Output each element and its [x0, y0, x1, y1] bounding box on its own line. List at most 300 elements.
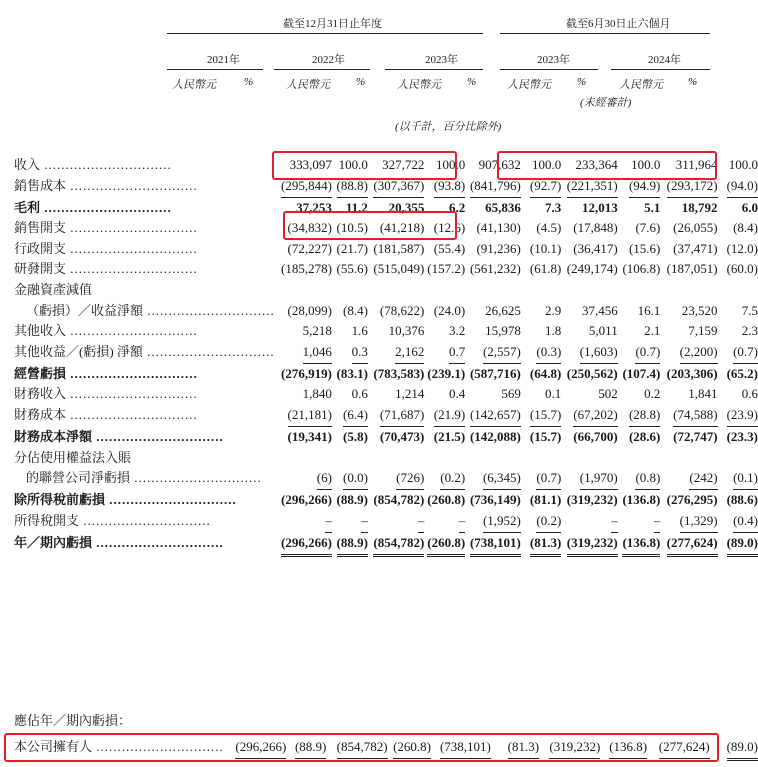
table-cell: (185,278) [281, 261, 332, 277]
leader-dots: .............................. [66, 177, 198, 193]
table-cell: (276,919) [281, 365, 332, 381]
table-cell: (0.4) [718, 511, 758, 533]
table-cell: (64.8) [529, 365, 562, 381]
table-cell: (0.0) [332, 468, 368, 490]
table-cell: (277,624) [647, 737, 710, 761]
table-cell: (28,099) [287, 302, 332, 318]
table-cell: (738,101) [465, 533, 521, 557]
table-cell: (6,345) [465, 468, 521, 490]
pct-2022: % [356, 76, 366, 88]
row-label-text: 銷售開支 [14, 220, 67, 236]
table-cell: (41,218) [379, 220, 425, 236]
table-cell [424, 280, 465, 301]
row-label [14, 239, 275, 260]
row-label [14, 218, 275, 239]
table-cell: (10.1) [529, 240, 562, 256]
table-row [14, 321, 758, 342]
table-cell: (250,562) [566, 365, 618, 381]
table-cell [368, 448, 424, 469]
table-cell: 0.7 [424, 342, 465, 364]
table-cell: (319,232) [561, 533, 617, 557]
row-label-text: 研發開支 [14, 261, 67, 277]
table-cell: (15.7) [529, 428, 562, 444]
table-cell: (0.3) [521, 342, 561, 364]
pct-2021: % [244, 76, 254, 88]
table-row [14, 301, 758, 322]
table-cell: 0.6 [351, 386, 368, 402]
table-cell: (15.6) [628, 240, 661, 256]
table-cell: (81.3) [521, 533, 561, 557]
table-cell: 1.8 [545, 323, 562, 339]
row-label-text: 經營虧損 [14, 365, 67, 381]
table-row [14, 448, 758, 469]
table-cell: (561,232) [469, 261, 521, 277]
table-cell: (515,049) [373, 261, 425, 277]
table-cell: (55.4) [433, 240, 466, 256]
table-cell: (5.8) [343, 428, 368, 444]
pct-2023-half: % [577, 76, 587, 88]
table-cell: (319,232) [566, 492, 618, 508]
row-label-text: 的聯營公司淨虧損 [26, 470, 131, 486]
table-cell: (107.4) [622, 365, 661, 381]
table-cell: 0.6 [741, 386, 758, 402]
table-cell: (726) [368, 468, 424, 490]
table-cell: (88.9) [286, 737, 326, 761]
leader-dots: .............................. [92, 428, 224, 444]
table-cell [465, 280, 521, 301]
year-rule-2021 [167, 69, 263, 70]
highlight-owners-loss [4, 733, 719, 762]
row-label [14, 384, 275, 405]
table-cell: 5,218 [302, 323, 332, 339]
table-cell: 100.0 [532, 157, 562, 172]
table-cell: – [424, 511, 465, 533]
table-cell: (854,782) [326, 737, 387, 761]
row-label-text: 分佔使用權益法入賬 [14, 449, 132, 465]
table-cell: (93.8) [424, 176, 465, 198]
table-cell [561, 448, 617, 469]
table-cell: (242) [660, 468, 717, 490]
table-cell: (0.1) [718, 468, 758, 490]
leader-dots: .............................. [66, 406, 198, 422]
table-cell: (28.6) [628, 428, 661, 444]
table-cell: (6.4) [332, 405, 368, 427]
row-label-text: 財務成本淨額 [14, 428, 93, 444]
table-cell: (260.8) [424, 533, 465, 557]
table-cell: (60.0) [726, 261, 758, 277]
currency-2024-half: 人民幣元 [619, 79, 663, 91]
table-cell: – [561, 511, 617, 533]
table-cell [275, 448, 332, 469]
table-cell: 12,013 [581, 199, 618, 215]
table-row [14, 342, 758, 364]
row-label-text: 其他收益／(虧損) 淨額 [14, 343, 143, 359]
table-cell: – [275, 511, 332, 533]
year-rule-2023-half [500, 69, 598, 70]
table-cell: (2,557) [465, 342, 521, 364]
leader-dots: .............................. [142, 343, 275, 359]
table-cell: 37,456 [581, 302, 618, 318]
table-cell [618, 448, 661, 469]
table-cell: (0.8) [618, 468, 661, 490]
table-cell [275, 280, 332, 301]
table-cell: (142,088) [469, 428, 521, 444]
table-cell: (2,200) [660, 342, 717, 364]
table-cell: 3.2 [448, 323, 466, 339]
table-cell [718, 280, 758, 301]
table-cell: 0.1 [545, 386, 562, 402]
row-label [14, 468, 275, 490]
currency-2023: 人民幣元 [397, 79, 441, 91]
table-cell: (21.9) [424, 405, 465, 427]
table-cell: 0.3 [332, 342, 368, 364]
leader-dots: .............................. [130, 470, 262, 486]
leader-dots: .............................. [66, 261, 198, 277]
unaudited-note: (未經審計) [580, 97, 632, 109]
table-cell: (89.0) [718, 533, 758, 557]
table-cell: – [332, 511, 368, 533]
table-cell: (92.7) [521, 176, 561, 198]
header-half-group: 截至6月30日止六個月 [566, 18, 671, 30]
table-cell: (15.7) [521, 405, 561, 427]
row-label [14, 342, 275, 364]
table-row [14, 259, 758, 280]
table-cell: (142,657) [465, 405, 521, 427]
row-label-text: 收入 [14, 157, 41, 172]
table-cell: 6.0 [741, 199, 758, 215]
row-label [14, 490, 275, 511]
table-cell: 1,214 [395, 386, 425, 402]
table-cell: (736,149) [469, 492, 521, 508]
table-cell: (1,952) [465, 511, 521, 533]
table-cell: 2.1 [644, 323, 661, 339]
table-cell: 5.1 [644, 199, 661, 215]
row-label [14, 448, 275, 469]
row-label [14, 301, 275, 322]
table-cell: 5,011 [588, 323, 618, 339]
leader-dots: .............................. [66, 323, 198, 339]
row-label-text: 本公司擁有人 [14, 739, 93, 754]
row-label-text: 所得稅開支 [14, 512, 80, 528]
header-annual-rule [167, 33, 483, 34]
table-cell: (221,351) [561, 176, 617, 198]
table-cell: (783,583) [373, 365, 425, 381]
table-cell: – [368, 511, 424, 533]
table-cell: (23.9) [718, 405, 758, 427]
leader-dots: .............................. [66, 240, 198, 256]
header-half-rule [500, 33, 710, 34]
table-cell: (17,848) [573, 220, 618, 236]
table-cell: (6) [275, 468, 332, 490]
table-cell: 2.3 [741, 323, 758, 339]
pct-2023: % [467, 76, 477, 88]
year-2024-half: 2024年 [648, 54, 681, 66]
table-cell: 2.9 [545, 302, 562, 318]
highlight-gross-profit [283, 211, 457, 240]
table-cell: 23,520 [681, 302, 718, 318]
year-2021: 2021年 [207, 54, 240, 66]
table-cell: 7,159 [688, 323, 718, 339]
table-cell: 15,978 [485, 323, 521, 339]
year-2022: 2022年 [312, 54, 345, 66]
table-row [14, 239, 758, 260]
table-cell: 100.0 [435, 157, 466, 172]
table-cell: (24.0) [433, 302, 466, 318]
table-cell: (181,587) [373, 240, 425, 256]
year-2023-half: 2023年 [537, 54, 570, 66]
table-cell: (91,236) [476, 240, 521, 256]
table-cell: 100.0 [728, 157, 758, 172]
table-row [14, 511, 758, 533]
table-cell: (88.8) [332, 176, 368, 198]
attributable-heading: 應佔年／期內虧損： [14, 713, 132, 728]
table-cell: (1,329) [660, 511, 717, 533]
table-cell: (854,782) [368, 533, 424, 557]
table-cell [424, 448, 465, 469]
table-cell: (94.0) [718, 176, 758, 198]
table-row [14, 427, 758, 448]
table-cell: 10,376 [388, 323, 425, 339]
table-cell [465, 448, 521, 469]
row-label-text: 財務收入 [14, 386, 67, 402]
table-cell: (36,417) [573, 240, 618, 256]
table-cell: (0.2) [424, 468, 465, 490]
table-cell [660, 280, 717, 301]
table-cell: (41,130) [476, 220, 521, 236]
table-cell: (136.8) [622, 492, 661, 508]
currency-2022: 人民幣元 [286, 79, 330, 91]
table-cell: 1.6 [351, 323, 368, 339]
leader-dots: .............................. [92, 739, 224, 754]
row-label-text: 財務成本 [14, 406, 67, 422]
row-label [14, 155, 275, 176]
table-row [14, 533, 758, 557]
table-cell: (203,306) [666, 365, 718, 381]
table-cell: 11.2 [345, 199, 368, 215]
table-cell: (1,970) [561, 468, 617, 490]
table-cell: 327,722 [382, 157, 425, 172]
row-label-text: （虧損）／收益淨額 [26, 302, 144, 318]
row-label [14, 259, 275, 280]
table-cell [368, 280, 424, 301]
row-label [14, 364, 275, 385]
table-cell: (249,174) [566, 261, 618, 277]
table-cell: (88.6) [726, 492, 758, 508]
table-cell: (136.8) [618, 533, 661, 557]
currency-2021: 人民幣元 [172, 79, 216, 91]
table-cell: 1,841 [688, 386, 718, 402]
row-label-text: 金融資產減值 [14, 281, 93, 297]
table-cell: 65,836 [485, 199, 521, 215]
row-label-text: 銷售成本 [14, 177, 67, 193]
table-cell: (260.8) [388, 737, 431, 761]
year-rule-2022 [274, 69, 370, 70]
year-rule-2024-half [611, 69, 710, 70]
table-cell: (0.7) [618, 342, 661, 364]
table-cell [521, 448, 561, 469]
table-cell [618, 280, 661, 301]
table-cell: 100.0 [631, 157, 661, 172]
row-label [14, 198, 275, 219]
unit-note: (以千計，百分比除外) [395, 121, 502, 133]
table-cell: (81.1) [529, 492, 562, 508]
pct-2024-half: % [688, 76, 698, 88]
table-cell [521, 280, 561, 301]
table-cell: (26,055) [673, 220, 718, 236]
table-cell: (296,266) [281, 492, 332, 508]
table-cell: (71,687) [368, 405, 424, 427]
table-cell: (55.6) [336, 261, 368, 277]
table-cell: (106.8) [622, 261, 661, 277]
leader-dots: .............................. [66, 365, 198, 381]
table-row [14, 490, 758, 511]
table-cell: (34,832) [287, 220, 332, 236]
row-label [14, 176, 275, 198]
table-cell: (307,367) [368, 176, 424, 198]
table-cell: (4.5) [536, 220, 562, 236]
table-cell: (8.4) [343, 302, 368, 318]
table-cell [332, 448, 368, 469]
table-cell: 7.3 [545, 199, 562, 215]
table-cell: (854,782) [373, 492, 425, 508]
leader-dots: .............................. [79, 512, 211, 528]
row-label [14, 533, 275, 557]
row-label [14, 511, 275, 533]
table-cell: (89.0) [710, 737, 758, 761]
leader-dots: .............................. [143, 302, 275, 318]
row-label-text: 其他收入 [14, 323, 67, 339]
table-cell: (78,622) [379, 302, 425, 318]
table-cell: 0.4 [448, 386, 466, 402]
leader-dots: .............................. [40, 157, 172, 172]
table-cell [718, 448, 758, 469]
table-cell: (37,471) [673, 240, 718, 256]
table-cell: (21,181) [275, 405, 332, 427]
table-cell: 1,046 [275, 342, 332, 364]
row-label-text: 毛利 [14, 199, 41, 215]
table-cell: 0.2 [644, 386, 661, 402]
table-cell: (74,588) [660, 405, 717, 427]
row-label [14, 405, 275, 427]
table-cell: (157.2) [427, 261, 466, 277]
table-cell: (295,844) [275, 176, 332, 198]
table-cell: (136.8) [600, 737, 647, 761]
leader-dots: .............................. [40, 199, 172, 215]
row-label-text: 年／期內虧損 [14, 534, 93, 550]
highlight-revenue-2022-2023 [272, 151, 457, 180]
table-cell: 37,253 [296, 199, 332, 215]
table-cell: 26,625 [485, 302, 521, 318]
table-cell: (72,747) [673, 428, 718, 444]
currency-2023-half: 人民幣元 [507, 79, 551, 91]
table-cell: (187,051) [666, 261, 718, 277]
table-row [14, 405, 758, 427]
table-cell: (0.7) [718, 342, 758, 364]
table-cell: 502 [598, 386, 618, 402]
row-label-text: 行政開支 [14, 240, 67, 256]
table-cell: 20,355 [388, 199, 425, 215]
table-cell: (94.9) [618, 176, 661, 198]
table-cell: (841,796) [465, 176, 521, 198]
table-cell: (319,232) [539, 737, 600, 761]
table-cell: (12.0) [726, 240, 758, 256]
table-cell: (1,603) [561, 342, 617, 364]
table-cell: (88.9) [332, 533, 368, 557]
table-cell: – [618, 511, 661, 533]
table-cell: (12.6) [433, 220, 466, 236]
table-cell: (65.2) [726, 365, 758, 381]
year-2023: 2023年 [425, 54, 458, 66]
table-cell: 7.5 [741, 302, 758, 318]
table-cell: (72,227) [287, 240, 332, 256]
table-row [14, 468, 758, 490]
table-cell [660, 448, 717, 469]
table-row [14, 280, 758, 301]
table-cell: 16.1 [637, 302, 661, 318]
row-label [14, 427, 275, 448]
table-cell: (23.3) [726, 428, 758, 444]
table-cell: (296,266) [275, 533, 332, 557]
table-cell: (61.8) [529, 261, 562, 277]
table-cell: 2,162 [368, 342, 424, 364]
table-cell: (0.7) [521, 468, 561, 490]
table-cell: 18,792 [681, 199, 718, 215]
table-cell: (293,172) [660, 176, 717, 198]
table-cell: 1,840 [302, 386, 332, 402]
table-cell: (67,202) [561, 405, 617, 427]
table-row [14, 384, 758, 405]
row-label [14, 280, 275, 301]
table-cell [561, 280, 617, 301]
table-cell: (277,624) [660, 533, 717, 557]
table-cell: (19,341) [287, 428, 332, 444]
table-cell: (7.6) [635, 220, 661, 236]
table-cell [332, 280, 368, 301]
table-cell: 907,632 [478, 157, 521, 172]
table-cell: (296,266) [224, 737, 287, 761]
table-cell: (83.1) [336, 365, 368, 381]
leader-dots: .............................. [92, 534, 224, 550]
table-cell: 6.2 [448, 199, 466, 215]
table-cell: (21.7) [336, 240, 368, 256]
table-cell: (276,295) [666, 492, 718, 508]
table-cell: (81.3) [491, 737, 539, 761]
table-cell: (0.2) [521, 511, 561, 533]
header-annual-group: 截至12月31日止年度 [283, 18, 382, 30]
table-cell: (738,101) [431, 737, 491, 761]
table-cell: (260.8) [427, 492, 466, 508]
table-cell: 569 [501, 386, 521, 402]
leader-dots: .............................. [66, 386, 198, 402]
table-cell: (88.9) [336, 492, 368, 508]
table-cell: 333,097 [289, 157, 332, 172]
table-cell: (21.5) [433, 428, 466, 444]
table-cell: (28.8) [618, 405, 661, 427]
highlight-revenue-half-year [497, 151, 717, 180]
leader-dots: .............................. [66, 220, 198, 236]
table-cell: (239.1) [427, 365, 466, 381]
table-cell: 311,964 [675, 157, 718, 172]
table-cell: (66,700) [573, 428, 618, 444]
year-rule-2023 [385, 69, 483, 70]
table-cell: (587,716) [469, 365, 521, 381]
row-label [14, 321, 275, 342]
table-cell: 100.0 [338, 157, 368, 172]
table-cell: (70,473) [379, 428, 425, 444]
table-cell: (8.4) [733, 220, 758, 236]
row-label-text: 除所得稅前虧損 [14, 492, 106, 508]
leader-dots: .............................. [105, 492, 237, 508]
